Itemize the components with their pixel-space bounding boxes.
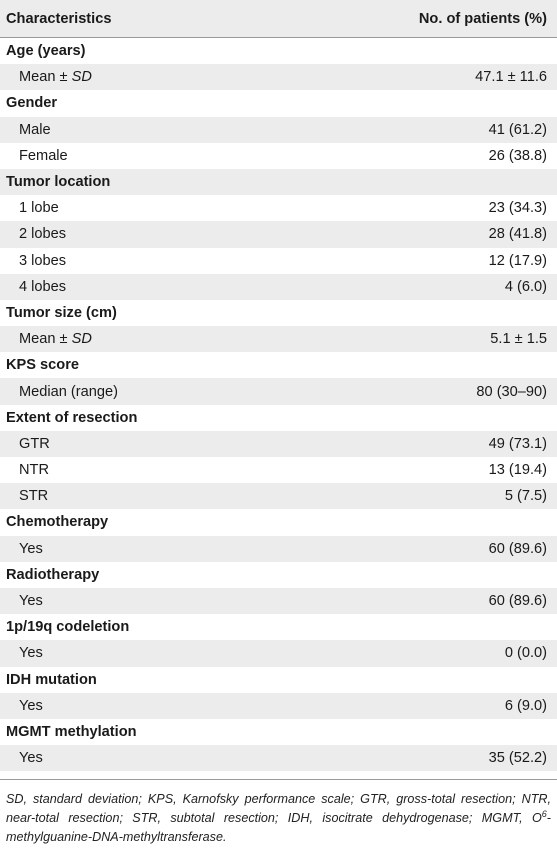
row-value: 0 (0.0) [504, 645, 547, 662]
row-value: 60 (89.6) [488, 593, 547, 610]
row-label: 3 lobes [19, 252, 67, 269]
category-title: KPS score [6, 357, 80, 374]
row-value: 28 (41.8) [488, 226, 547, 243]
row-value: 13 (19.4) [488, 462, 547, 479]
category-title: Gender [6, 95, 58, 112]
table-row [0, 143, 557, 169]
footnote-text-2: -methylguanine-DNA-methyltransferase. [6, 811, 551, 845]
row-label-abbrev: SD [71, 331, 92, 348]
category-row [0, 352, 557, 378]
row-value: 80 (30–90) [476, 383, 547, 400]
category-title: 1p/19q codeletion [6, 619, 130, 636]
category-row [0, 667, 557, 693]
category-title: MGMT methylation [6, 723, 137, 740]
row-label [19, 331, 92, 347]
table-row [0, 431, 557, 457]
category-row [0, 38, 557, 64]
row-label-text: Mean ± [19, 69, 72, 86]
row-value: 49 (73.1) [488, 435, 547, 452]
category-row [0, 169, 557, 195]
category-row [0, 90, 557, 116]
table-row [0, 483, 557, 509]
table-row [0, 326, 557, 352]
row-label: 4 lobes [19, 278, 67, 295]
table-row [0, 745, 557, 771]
table-row [0, 457, 557, 483]
category-title: Tumor location [6, 174, 111, 191]
category-title: Tumor size (cm) [6, 304, 117, 321]
table-row [0, 693, 557, 719]
table-body [0, 38, 557, 771]
row-label: 2 lobes [19, 226, 67, 243]
header-patients: No. of patients (%) [418, 10, 547, 27]
row-value: 4 (6.0) [504, 278, 547, 295]
row-label: Yes [19, 750, 43, 767]
table-row [0, 378, 557, 404]
row-value: 12 (17.9) [488, 252, 547, 269]
table-row [0, 588, 557, 614]
category-title: Radiotherapy [6, 566, 100, 583]
table-footnote [0, 779, 557, 847]
table-row [0, 640, 557, 666]
row-value: 47.1 ± 11.6 [475, 69, 547, 86]
category-row [0, 300, 557, 326]
category-title: IDH mutation [6, 671, 97, 688]
row-label: Female [19, 147, 68, 164]
row-value: 60 (89.6) [488, 540, 547, 557]
table-row [0, 274, 557, 300]
row-label [19, 69, 92, 85]
footnote-superscript: 6 [541, 809, 547, 820]
header-characteristics: Characteristics [6, 10, 112, 27]
footnote-text-1: SD, standard deviation; KPS, Karnofsky performance scale; GTR, gross-total resection; NTR, near-total resection; STR, subtotal resection; IDH, isocitrate dehydrogenase; MGMT, O [6, 792, 551, 826]
table-row [0, 248, 557, 274]
row-label: NTR [19, 462, 49, 479]
category-row [0, 562, 557, 588]
category-title: Chemotherapy [6, 514, 109, 531]
category-title: Extent of resection [6, 409, 138, 426]
row-label: Median (range) [19, 383, 118, 400]
category-title: Age (years) [6, 43, 86, 60]
category-row [0, 509, 557, 535]
row-label: Yes [19, 697, 43, 714]
row-value: 41 (61.2) [488, 121, 547, 138]
row-label: Yes [19, 540, 43, 557]
row-label: Male [19, 121, 51, 138]
row-label-text: Mean ± [19, 331, 72, 348]
row-value: 35 (52.2) [488, 750, 547, 767]
row-value: 5.1 ± 1.5 [490, 331, 547, 348]
table-row [0, 64, 557, 90]
row-value: 26 (38.8) [488, 147, 547, 164]
table-row [0, 195, 557, 221]
row-label: STR [19, 488, 49, 505]
row-label: GTR [19, 435, 50, 452]
table-row [0, 221, 557, 247]
category-row [0, 405, 557, 431]
row-label: Yes [19, 645, 43, 662]
row-value: 5 (7.5) [504, 488, 547, 505]
table-row [0, 536, 557, 562]
category-row [0, 719, 557, 745]
row-label-abbrev: SD [71, 69, 92, 86]
table-row [0, 117, 557, 143]
row-label: 1 lobe [19, 200, 59, 217]
row-label: Yes [19, 593, 43, 610]
row-value: 6 (9.0) [504, 697, 547, 714]
table-header-row [0, 0, 557, 38]
row-value: 23 (34.3) [488, 200, 547, 217]
category-row [0, 614, 557, 640]
